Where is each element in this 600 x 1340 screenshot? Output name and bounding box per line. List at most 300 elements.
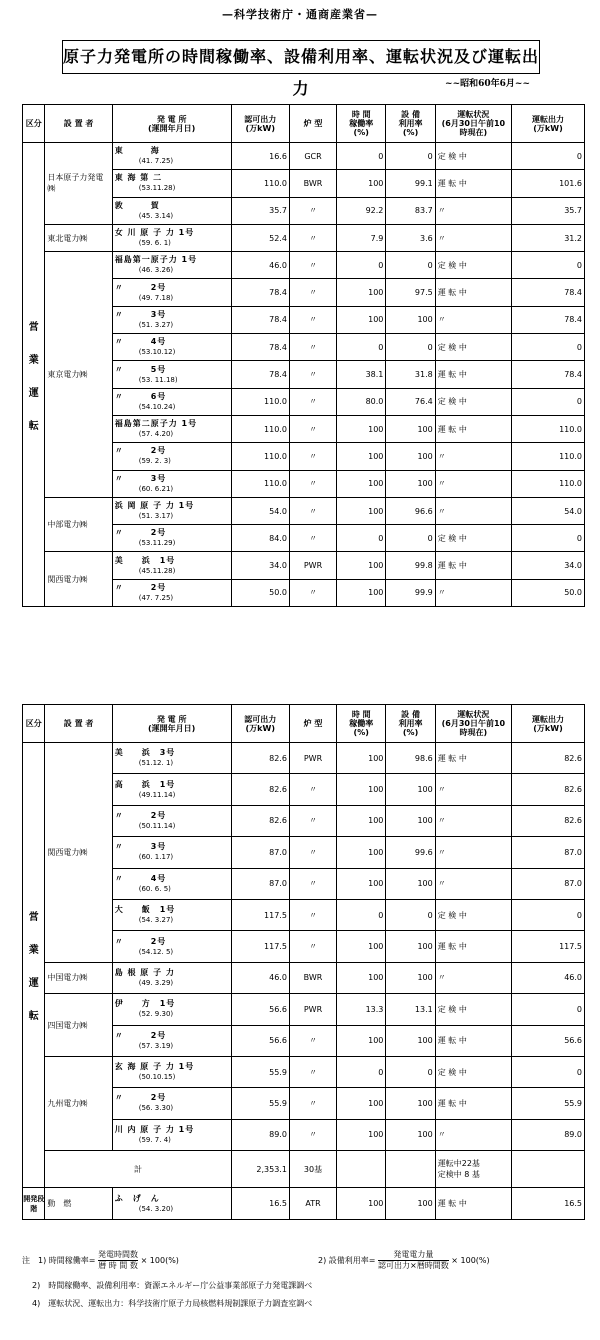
util-rate-cell: 3.6: [386, 224, 435, 251]
plant-date: (41. 7.25): [138, 157, 174, 166]
capacity-cell: 87.0: [231, 868, 289, 899]
output-cell: 56.6: [512, 1025, 585, 1056]
output-cell: 46.0: [512, 962, 585, 993]
output-cell: 82.6: [512, 805, 585, 836]
plant-date: (53.10.12): [138, 348, 176, 357]
capacity-cell: 89.0: [231, 1119, 289, 1150]
time-rate-cell: 100: [337, 962, 386, 993]
util-rate-cell: 100: [386, 774, 435, 805]
reactor-type-cell: 〃: [289, 334, 336, 361]
output-cell: 0: [512, 994, 585, 1025]
note-4: 4) 運転状況、運転出力：科学技術庁原子力局核燃料規制課原子力調査室調べ: [32, 1299, 313, 1308]
output-cell: 0: [512, 388, 585, 415]
plant-cell: [112, 743, 231, 774]
dev-category-cell: 開発段階: [23, 1188, 45, 1220]
plant-cell: [112, 470, 231, 497]
table-row: [23, 994, 585, 1025]
plant-date: (53.11.28): [138, 184, 176, 193]
time-rate-cell: 100: [337, 279, 386, 306]
total-label: 計: [45, 1151, 231, 1188]
capacity-cell: 16.6: [231, 143, 289, 170]
reactor-type-cell: 〃: [289, 279, 336, 306]
total-capacity: 2,353.1: [231, 1151, 289, 1188]
operator-cell: 中部電力㈱: [45, 497, 112, 552]
reactor-type-cell: 〃: [289, 868, 336, 899]
plant-cell: [112, 868, 231, 899]
output-cell: 54.0: [512, 497, 585, 524]
reactor-type-cell: 〃: [289, 197, 336, 224]
total-empty-util: [386, 1151, 435, 1188]
reactor-type-cell: PWR: [289, 994, 336, 1025]
reactor-type-cell: 〃: [289, 1088, 336, 1119]
time-rate-cell: 0: [337, 525, 386, 552]
reactor-type-cell: 〃: [289, 774, 336, 805]
output-cell: 31.2: [512, 224, 585, 251]
plant-name: 〃 2号: [114, 282, 167, 292]
note-2: 2) 設備利用率= $\frac{\text{発電電力量}}{\text{認可出力×暦時間数}}$ × 100(%): [318, 1250, 490, 1270]
plant-date: (60. 1.17): [138, 853, 174, 862]
plant-table-1: [22, 104, 585, 607]
header-output: 運転出力 (万kW): [512, 705, 585, 743]
plant-cell: [112, 1056, 231, 1087]
reactor-type-cell: 〃: [289, 805, 336, 836]
util-rate-cell: 100: [386, 306, 435, 333]
total-empty-output: [512, 1151, 585, 1188]
plant-cell: [112, 525, 231, 552]
table-row: [23, 497, 585, 524]
reactor-type-cell: BWR: [289, 962, 336, 993]
plant-name: 〃 5号: [114, 364, 167, 374]
table-row: [23, 252, 585, 279]
time-rate-cell: 100: [337, 306, 386, 333]
capacity-cell: 110.0: [231, 415, 289, 442]
output-cell: 50.0: [512, 579, 585, 606]
time-rate-cell: 100: [337, 552, 386, 579]
total-row: [23, 1151, 585, 1188]
operator-cell: 東京電力㈱: [45, 252, 112, 498]
plant-date: (60. 6. 5): [138, 884, 171, 893]
capacity-cell: 87.0: [231, 837, 289, 868]
util-rate-cell: 13.1: [386, 994, 435, 1025]
output-cell: 55.9: [512, 1088, 585, 1119]
operator-cell: 日本原子力発電㈱: [45, 143, 112, 225]
status-cell: 定 検 中: [435, 334, 511, 361]
capacity-cell: 54.0: [231, 497, 289, 524]
status-cell: 〃: [435, 1119, 511, 1150]
time-rate-cell: 100: [337, 743, 386, 774]
capacity-cell: 78.4: [231, 279, 289, 306]
header-operator: 設 置 者: [45, 105, 112, 143]
plant-cell: [112, 197, 231, 224]
plant-name: 〃 6号: [114, 391, 167, 401]
operator-cell: 中国電力㈱: [45, 962, 112, 993]
reactor-type-cell: PWR: [289, 552, 336, 579]
plant-date: (59. 2. 3): [138, 457, 171, 466]
status-cell: 運 転 中: [435, 1088, 511, 1119]
util-rate-cell: 99.1: [386, 170, 435, 197]
output-cell: 34.0: [512, 552, 585, 579]
status-cell: 運 転 中: [435, 931, 511, 962]
time-rate-cell: 100: [337, 579, 386, 606]
status-cell: 定 検 中: [435, 252, 511, 279]
output-cell: 110.0: [512, 470, 585, 497]
header-category: 区分: [23, 105, 45, 143]
status-cell: 〃: [435, 962, 511, 993]
output-cell: 89.0: [512, 1119, 585, 1150]
util-rate-cell: 100: [386, 1119, 435, 1150]
plant-name: 〃 3号: [114, 309, 167, 319]
dev-row: [23, 1188, 585, 1220]
util-rate-cell: 97.5: [386, 279, 435, 306]
plant-name: 〃 2号: [114, 446, 167, 456]
util-rate-cell: 99.8: [386, 552, 435, 579]
plant-cell: [112, 1025, 231, 1056]
time-rate-cell: 0: [337, 334, 386, 361]
plant-name: 女 川 原 子 力 1号: [114, 228, 195, 238]
output-cell: 82.6: [512, 774, 585, 805]
header-util-rate: 設 備 利用率 (%): [386, 705, 435, 743]
plant-name: 美 浜 3号: [114, 748, 176, 758]
header-util-rate: 設 備 利用率 (%): [386, 105, 435, 143]
plant-date: (51.12. 1): [138, 759, 174, 768]
plant-name: 〃 3号: [114, 473, 167, 483]
plant-cell: [112, 579, 231, 606]
plant-name: 福島第一原子力 1号: [114, 255, 198, 265]
capacity-cell: 110.0: [231, 170, 289, 197]
plant-name: 〃 4号: [114, 337, 167, 347]
output-cell: 0: [512, 252, 585, 279]
time-rate-cell: 100: [337, 415, 386, 442]
header-capacity: 認可出力 (万kW): [231, 705, 289, 743]
plant-name: 〃 4号: [114, 873, 167, 883]
output-cell: 0: [512, 143, 585, 170]
table-row: [23, 962, 585, 993]
total-count: 30基: [289, 1151, 336, 1188]
status-cell: 運 転 中: [435, 279, 511, 306]
plant-date: (59. 6. 1): [138, 239, 171, 248]
reactor-type-cell: 〃: [289, 224, 336, 251]
header-reactor: 炉 型: [289, 705, 336, 743]
status-cell: 〃: [435, 470, 511, 497]
header-time-rate: 時 間 稼働率 (%): [337, 105, 386, 143]
plant-date: (59. 7. 4): [138, 1135, 171, 1144]
util-rate-cell: 0: [386, 143, 435, 170]
util-rate-cell: 100: [386, 1025, 435, 1056]
time-rate-cell: 100: [337, 1188, 386, 1220]
output-cell: 110.0: [512, 443, 585, 470]
status-cell: 〃: [435, 774, 511, 805]
plant-date: (54.10.24): [138, 402, 176, 411]
plant-date: (50.11.14): [138, 821, 176, 830]
status-cell: 運 転 中: [435, 743, 511, 774]
status-cell: 〃: [435, 579, 511, 606]
capacity-cell: 52.4: [231, 224, 289, 251]
plant-cell: [112, 805, 231, 836]
plant-cell: [112, 415, 231, 442]
capacity-cell: 46.0: [231, 962, 289, 993]
output-cell: 78.4: [512, 306, 585, 333]
plant-cell: [112, 143, 231, 170]
total-status: [435, 1151, 511, 1188]
status-cell: 〃: [435, 868, 511, 899]
reactor-type-cell: BWR: [289, 170, 336, 197]
capacity-cell: 110.0: [231, 388, 289, 415]
plant-name: 〃 2号: [114, 582, 167, 592]
util-rate-cell: 100: [386, 868, 435, 899]
note-1: 注 1) 時間稼働率= $\frac{\text{発電時間数}}{\text{暦 時 間 数}}$ × 100(%): [22, 1250, 179, 1270]
header-status: 運転状況 (6月30日午前10時現在): [435, 105, 511, 143]
util-rate-cell: 0: [386, 899, 435, 930]
capacity-cell: 117.5: [231, 931, 289, 962]
operator-cell: 東北電力㈱: [45, 224, 112, 251]
capacity-cell: 46.0: [231, 252, 289, 279]
plant-name: 〃 3号: [114, 842, 167, 852]
status-cell: 定 検 中: [435, 388, 511, 415]
reactor-type-cell: 〃: [289, 579, 336, 606]
capacity-cell: 35.7: [231, 197, 289, 224]
header-output: 運転出力 (万kW): [512, 105, 585, 143]
plant-name: 島 根 原 子 力: [114, 967, 175, 977]
output-cell: 87.0: [512, 837, 585, 868]
capacity-cell: 55.9: [231, 1056, 289, 1087]
output-cell: 87.0: [512, 868, 585, 899]
plant-cell: [112, 279, 231, 306]
plant-name: 〃 2号: [114, 936, 167, 946]
plant-cell: [112, 1088, 231, 1119]
table-row: [23, 743, 585, 774]
plant-name: 浜 岡 原 子 力 1号: [114, 501, 195, 510]
status-cell: 〃: [435, 805, 511, 836]
time-rate-cell: 100: [337, 1025, 386, 1056]
status-cell: 定 検 中: [435, 899, 511, 930]
status-cell: 運 転 中: [435, 361, 511, 388]
total-status-inspection: 定検中 8 基: [437, 1170, 480, 1180]
util-rate-cell: 0: [386, 252, 435, 279]
time-rate-cell: 0: [337, 1056, 386, 1087]
plant-date: (54. 3.27): [138, 916, 174, 925]
time-rate-cell: 100: [337, 170, 386, 197]
plant-cell: [112, 306, 231, 333]
util-rate-cell: 0: [386, 334, 435, 361]
plant-date: (53. 11.18): [138, 375, 178, 384]
plant-date: (57. 4.20): [138, 430, 174, 439]
time-rate-cell: 100: [337, 470, 386, 497]
plant-name: 〃 2号: [114, 1030, 167, 1040]
header-time-rate: 時 間 稼働率 (%): [337, 705, 386, 743]
capacity-cell: 110.0: [231, 470, 289, 497]
reactor-type-cell: 〃: [289, 1025, 336, 1056]
reactor-type-cell: 〃: [289, 252, 336, 279]
status-cell: 運 転 中: [435, 170, 511, 197]
time-rate-cell: 100: [337, 931, 386, 962]
reactor-type-cell: 〃: [289, 497, 336, 524]
time-rate-cell: 0: [337, 252, 386, 279]
time-rate-cell: 92.2: [337, 197, 386, 224]
reactor-type-cell: PWR: [289, 743, 336, 774]
util-rate-cell: 83.7: [386, 197, 435, 224]
plant-cell: [112, 443, 231, 470]
plant-name: 〃 2号: [114, 528, 167, 538]
status-cell: 〃: [435, 443, 511, 470]
plant-name: 川 内 原 子 力 1号: [114, 1124, 195, 1134]
capacity-cell: 78.4: [231, 334, 289, 361]
note-3: 2) 時間稼働率、設備利用率：資源エネルギー庁公益事業部原子力発電課調べ: [32, 1281, 313, 1290]
header-category: 区分: [23, 705, 45, 743]
time-rate-cell: 7.9: [337, 224, 386, 251]
status-cell: 定 検 中: [435, 994, 511, 1025]
plant-date: (60. 6.21): [138, 484, 174, 493]
plant-date: (45.11.28): [138, 566, 176, 575]
status-cell: 〃: [435, 224, 511, 251]
plant-date: (45. 3.14): [138, 211, 174, 220]
plant-name: 美 浜 1号: [114, 555, 176, 565]
reactor-type-cell: 〃: [289, 525, 336, 552]
status-cell: 定 検 中: [435, 525, 511, 552]
time-rate-cell: 13.3: [337, 994, 386, 1025]
plant-date: (47. 7.25): [138, 593, 174, 602]
time-rate-cell: 0: [337, 143, 386, 170]
time-rate-cell: 100: [337, 837, 386, 868]
reactor-type-cell: 〃: [289, 361, 336, 388]
time-rate-cell: 100: [337, 1119, 386, 1150]
util-rate-cell: 96.6: [386, 497, 435, 524]
capacity-cell: 82.6: [231, 743, 289, 774]
capacity-cell: 16.5: [231, 1188, 289, 1220]
capacity-cell: 34.0: [231, 552, 289, 579]
reactor-type-cell: 〃: [289, 899, 336, 930]
plant-cell: [112, 962, 231, 993]
plant-date: (57. 3.19): [138, 1041, 174, 1050]
status-cell: 〃: [435, 497, 511, 524]
agency-header: —科学技術庁・通商産業省—: [222, 8, 378, 21]
util-rate-cell: 31.8: [386, 361, 435, 388]
util-rate-cell: 99.9: [386, 579, 435, 606]
status-cell: 運 転 中: [435, 1025, 511, 1056]
reactor-type-cell: 〃: [289, 837, 336, 868]
util-rate-cell: 76.4: [386, 388, 435, 415]
operator-cell: 関西電力㈱: [45, 743, 112, 963]
plant-cell: [112, 774, 231, 805]
plant-date: (51. 3.17): [138, 512, 174, 520]
category-cell: 営 業 運 転: [23, 143, 45, 607]
capacity-cell: 55.9: [231, 1088, 289, 1119]
capacity-cell: 84.0: [231, 525, 289, 552]
util-rate-cell: 100: [386, 931, 435, 962]
operator-cell: 動 燃: [45, 1188, 112, 1220]
output-cell: 101.6: [512, 170, 585, 197]
reactor-type-cell: GCR: [289, 143, 336, 170]
capacity-cell: 78.4: [231, 361, 289, 388]
util-rate-cell: 100: [386, 805, 435, 836]
output-cell: 35.7: [512, 197, 585, 224]
plant-name: 東 海 第 二: [114, 173, 163, 183]
header-operator: 設 置 者: [45, 705, 112, 743]
reactor-type-cell: 〃: [289, 443, 336, 470]
reactor-type-cell: ATR: [289, 1188, 336, 1220]
reactor-type-cell: 〃: [289, 470, 336, 497]
plant-name: 東 海: [114, 146, 160, 156]
output-cell: 0: [512, 334, 585, 361]
plant-date: (54.12. 5): [138, 947, 174, 956]
operator-cell: 九州電力㈱: [45, 1056, 112, 1150]
status-cell: 〃: [435, 306, 511, 333]
plant-name: 玄 海 原 子 力 1号: [114, 1062, 195, 1072]
plant-name: ふ げ ん: [114, 1193, 160, 1203]
plant-cell: [112, 252, 231, 279]
capacity-cell: 56.6: [231, 1025, 289, 1056]
output-cell: 16.5: [512, 1188, 585, 1220]
table-row: [23, 552, 585, 579]
status-cell: 〃: [435, 837, 511, 868]
plant-name: 〃 2号: [114, 810, 167, 820]
capacity-cell: 50.0: [231, 579, 289, 606]
time-rate-cell: 100: [337, 868, 386, 899]
plant-name: 大 飯 1号: [114, 905, 176, 915]
note-2-fraction: $\frac{\text{発電電力量}}{\text{認可出力×暦時間数}}$: [378, 1250, 449, 1270]
time-rate-cell: 100: [337, 1088, 386, 1119]
util-rate-cell: 100: [386, 470, 435, 497]
note-1-fraction: $\frac{\text{発電時間数}}{\text{暦 時 間 数}}$: [98, 1250, 139, 1270]
plant-date: (50.10.15): [138, 1073, 176, 1082]
plant-cell: [112, 388, 231, 415]
output-cell: 117.5: [512, 931, 585, 962]
output-cell: 82.6: [512, 743, 585, 774]
output-cell: 0: [512, 525, 585, 552]
capacity-cell: 56.6: [231, 994, 289, 1025]
plant-name: 敦 賀: [114, 200, 160, 210]
reactor-type-cell: 〃: [289, 388, 336, 415]
status-cell: 運 転 中: [435, 1188, 511, 1220]
util-rate-cell: 0: [386, 1056, 435, 1087]
plant-cell: [112, 1119, 231, 1150]
status-cell: 運 転 中: [435, 552, 511, 579]
plant-name: 福島第二原子力 1号: [114, 419, 198, 429]
plant-cell: [112, 170, 231, 197]
util-rate-cell: 100: [386, 1188, 435, 1220]
util-rate-cell: 0: [386, 525, 435, 552]
operator-cell: 四国電力㈱: [45, 994, 112, 1057]
plant-cell: [112, 837, 231, 868]
plant-name: 高 浜 1号: [114, 779, 176, 789]
time-rate-cell: 100: [337, 443, 386, 470]
header-plant: 発 電 所 (運開年月日): [112, 105, 231, 143]
plant-cell: [112, 899, 231, 930]
plant-cell: [112, 931, 231, 962]
header-plant: 発 電 所 (運開年月日): [112, 705, 231, 743]
table-row: [23, 1056, 585, 1087]
output-cell: 78.4: [512, 361, 585, 388]
plant-date: (56. 3.30): [138, 1104, 174, 1113]
capacity-cell: 110.0: [231, 443, 289, 470]
reactor-type-cell: 〃: [289, 1056, 336, 1087]
status-cell: 運 転 中: [435, 415, 511, 442]
util-rate-cell: 98.6: [386, 743, 435, 774]
plant-table-2: [22, 704, 585, 1220]
header-capacity: 認可出力 (万kW): [231, 105, 289, 143]
plant-cell: [112, 552, 231, 579]
status-cell: 定 検 中: [435, 143, 511, 170]
capacity-cell: 82.6: [231, 805, 289, 836]
total-empty-time: [337, 1151, 386, 1188]
plant-cell: [112, 224, 231, 251]
capacity-cell: 78.4: [231, 306, 289, 333]
plant-date: (49. 3.29): [138, 978, 174, 987]
plant-cell: [112, 994, 231, 1025]
plant-date: (49. 7.18): [138, 293, 174, 302]
util-rate-cell: 100: [386, 962, 435, 993]
reactor-type-cell: 〃: [289, 931, 336, 962]
plant-date: (46. 3.26): [138, 266, 174, 275]
